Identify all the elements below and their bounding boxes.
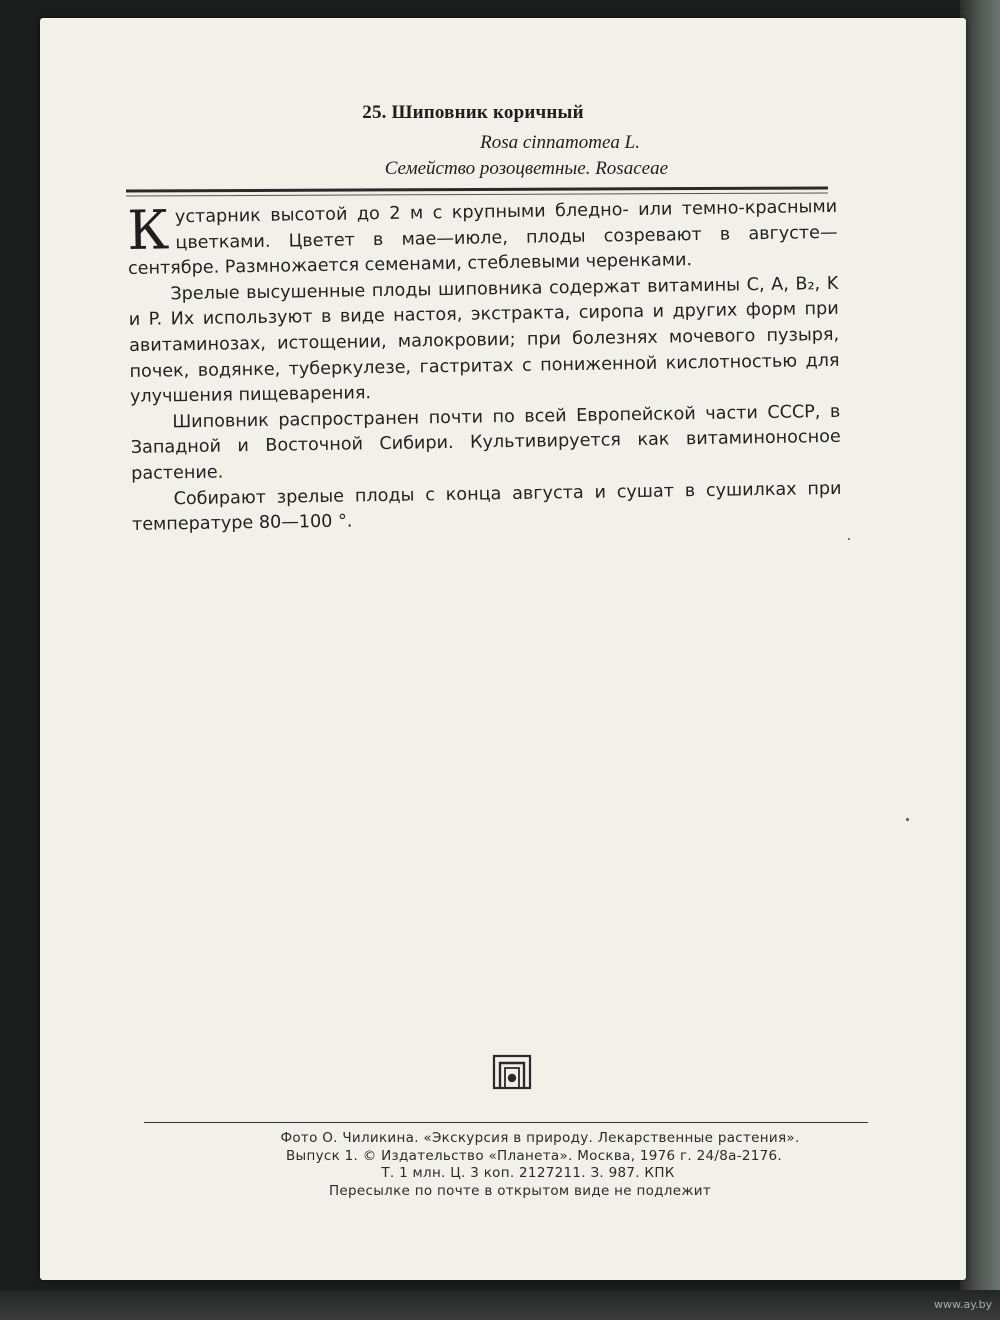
imprint-line-4: Пересылке по почте в открытом виде не подлежит: [328, 1182, 712, 1199]
watermark-text: www.ay.by: [934, 1298, 993, 1311]
publisher-logo-icon: [492, 1054, 532, 1090]
plant-family: Семейство розоцветные. Rosaceae: [384, 158, 668, 179]
paragraph-4: Собирают зрелые плоды с конца августа и сушат в сушилках при температуре 80—100 °.: [131, 478, 842, 536]
paper-speck: [906, 818, 909, 821]
description-text: [127, 195, 842, 539]
paragraph-2: Зрелые высушенные плоды шиповника содержат витамины C, A, B₂, K и P. Их используют в виде настоя, экстракта, сиропа и других форм при авитаминозах, истощении, малокровии; при болезнях мочевого пузыря, почек, водянке, туберкулезе, гастритах с пониженной кислотностью для улучшения пищеварения.: [128, 273, 840, 408]
footer-rule: [144, 1122, 868, 1123]
paragraph-1: [127, 195, 838, 283]
imprint-line-3: Т. 1 млн. Ц. 3 коп. 2127211. З. 987. КПК: [381, 1165, 675, 1181]
imprint-line-2: Выпуск 1. © Издательство «Планета». Москва, 1976 г. 24/8а-2176.: [285, 1147, 783, 1164]
paragraph-3: Шиповник распространен почти по всей Европейской части СССР, в Западной и Восточной Сибири. Культивируется как витаминоносное растение.: [130, 401, 841, 484]
background-bottom-edge: [0, 1290, 1000, 1320]
header-rule: [126, 186, 828, 192]
plant-title: 25. Шиповник коричный: [362, 102, 584, 123]
drop-cap: К: [126, 198, 170, 262]
latin-name: Rosa cinnamomea L.: [480, 132, 640, 153]
imprint-footer: [140, 1130, 900, 1200]
imprint-line-1: Фото О. Чиликина. «Экскурсия в природу. Лекарственные растения».: [280, 1130, 800, 1146]
background-right-edge: [960, 0, 1000, 1320]
postcard-back: [40, 18, 966, 1280]
paragraph-1-text: устарник высотой до 2 м с крупными бледно- или темно-красными цветками. Цветет в мае—июле, плоды созревают в августе—сентябре. Размножается семенами, стеблевыми черенками.: [127, 196, 838, 280]
paper-speck: [848, 538, 850, 540]
